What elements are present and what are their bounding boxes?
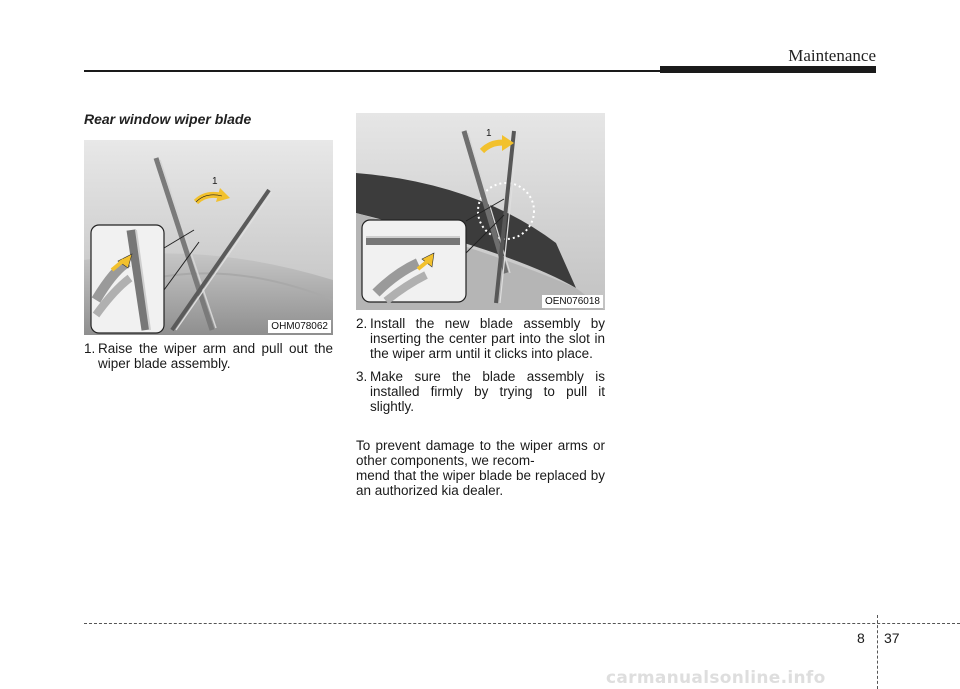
section-title: Maintenance xyxy=(788,46,876,65)
wiper-illustration-left xyxy=(84,140,333,335)
figure-remove-wiper xyxy=(84,140,333,335)
dealer-note: To prevent damage to the wiper arms or other components, we recom- mend that the wiper blade be replaced by an authorized kia dealer. xyxy=(356,438,605,498)
figure-install-wiper xyxy=(356,113,605,310)
step-text: Raise the wiper arm and pull out the wiper blade assembly. xyxy=(98,341,333,371)
step-item xyxy=(356,369,605,414)
subtitle: Rear window wiper blade xyxy=(84,111,252,127)
header-rule xyxy=(84,70,660,72)
step-text: Make sure the blade assembly is installed firmly by trying to pull it slightly. xyxy=(370,369,605,414)
chapter-number: 8 xyxy=(857,630,865,646)
step-item xyxy=(356,316,605,361)
wiper-illustration-right xyxy=(356,113,605,310)
steps-right-column xyxy=(356,316,605,422)
footer-rule xyxy=(84,623,960,624)
steps-left-column xyxy=(84,341,333,379)
figure-code-left: OHM078062 xyxy=(268,320,331,333)
header-bar xyxy=(660,66,876,73)
watermark: carmanualsonline.info xyxy=(606,668,826,688)
page-number: 37 xyxy=(884,630,900,646)
footer-divider xyxy=(877,615,878,689)
step-item xyxy=(84,341,333,371)
step-number: 2. xyxy=(356,316,368,331)
step-number: 1. xyxy=(84,341,96,356)
figure-code-right: OEN076018 xyxy=(542,295,603,308)
callout-number-left: 1 xyxy=(212,176,218,187)
step-number: 3. xyxy=(356,369,368,384)
step-text: Install the new blade assembly by inserting the center part into the slot in the wiper arm until it clicks into place. xyxy=(370,316,605,361)
callout-number-right: 1 xyxy=(486,128,492,139)
